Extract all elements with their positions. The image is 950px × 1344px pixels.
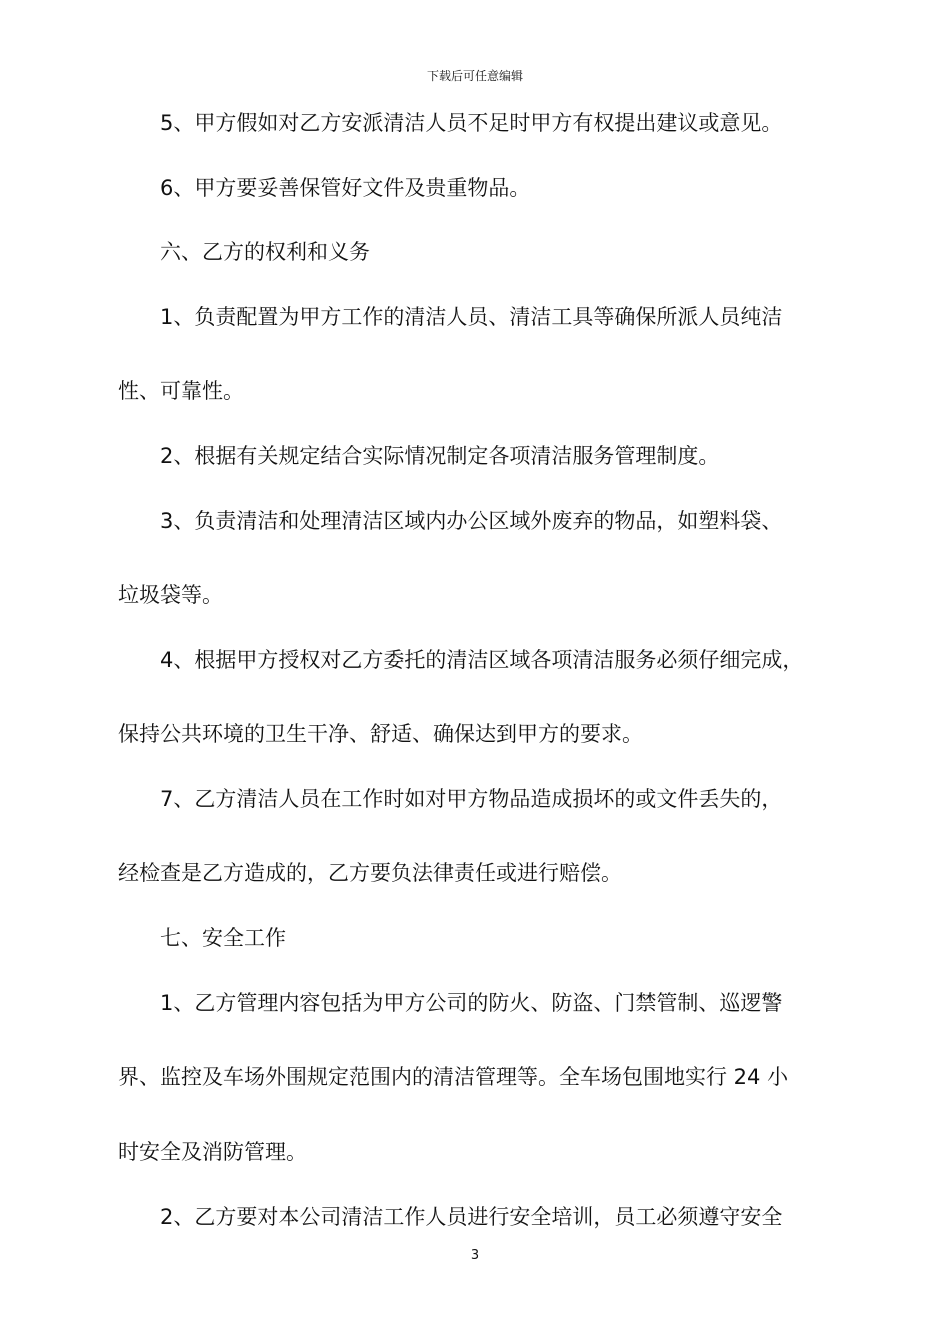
section-heading: 六、乙方的权利和义务	[160, 240, 370, 264]
paragraph-line: 4、根据甲方授权对乙方委托的清洁区域各项清洁服务必须仔细完成，	[160, 648, 804, 672]
section-heading: 七、安全工作	[160, 926, 286, 950]
paragraph-line: 2、根据有关规定结合实际情况制定各项清洁服务管理制度。	[160, 444, 720, 468]
paragraph-line: 7、乙方清洁人员在工作时如对甲方物品造成损坏的或文件丢失的，	[160, 787, 783, 811]
paragraph-line: 性、可靠性。	[118, 379, 244, 403]
paragraph-line: 保持公共环境的卫生干净、舒适、确保达到甲方的要求。	[118, 722, 643, 746]
paragraph-line: 3、负责清洁和处理清洁区域内办公区域外废弃的物品，如塑料袋、	[160, 509, 783, 533]
page-header: 下载后可任意编辑	[426, 69, 523, 83]
page-number: 3	[470, 1248, 480, 1263]
paragraph-line: 界、监控及车场外围规定范围内的清洁管理等。全车场包围地实行 24 小	[118, 1065, 789, 1089]
paragraph-line: 时安全及消防管理。	[118, 1140, 307, 1164]
paragraph-line: 1、负责配置为甲方工作的清洁人员、清洁工具等确保所派人员纯洁	[160, 305, 783, 329]
paragraph-line: 经检查是乙方造成的，乙方要负法律责任或进行赔偿。	[118, 861, 622, 885]
paragraph-line: 1、乙方管理内容包括为甲方公司的防火、防盗、门禁管制、巡逻警	[160, 991, 783, 1015]
paragraph-line: 垃圾袋等。	[118, 583, 223, 607]
paragraph-line: 5、甲方假如对乙方安派清洁人员不足时甲方有权提出建议或意见。	[160, 111, 783, 135]
paragraph-line: 2、乙方要对本公司清洁工作人员进行安全培训，员工必须遵守安全	[160, 1205, 783, 1229]
paragraph-line: 6、甲方要妥善保管好文件及贵重物品。	[160, 176, 531, 200]
